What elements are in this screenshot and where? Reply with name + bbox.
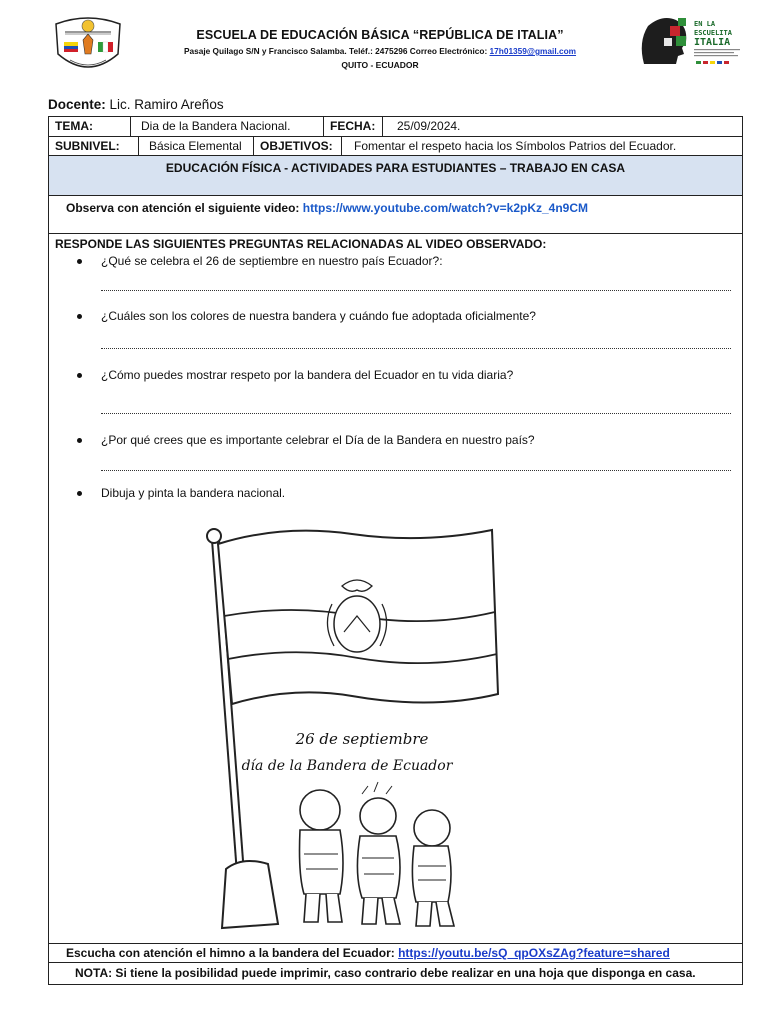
note: NOTA: Si tiene la posibilidad puede imprimir, caso contrario debe realizar en una hoja que disponga en casa. — [75, 966, 696, 980]
teacher-label: Docente: — [48, 97, 106, 112]
school-email-link[interactable]: 17h01359@gmail.com — [489, 46, 577, 56]
tema-value: Dia de la Bandera Nacional. — [131, 117, 324, 136]
bullet-icon — [77, 491, 82, 496]
school-city: QUITO - ECUADOR — [341, 60, 419, 70]
drawing-caption-date: 26 de septiembre — [295, 730, 429, 748]
fecha-label: FECHA: — [324, 117, 383, 136]
anthem-link[interactable]: https://youtu.be/sQ_qpOXsZAg?feature=shared — [398, 946, 670, 960]
anthem-instruction — [49, 944, 742, 963]
partner-logo-line2: ESCUELITA — [694, 29, 732, 37]
subnivel-value: Básica Elemental — [139, 137, 254, 155]
bullet-icon — [77, 438, 82, 443]
partner-logo-line1: EN LA — [694, 20, 716, 28]
video-instruction — [49, 196, 742, 234]
school-name: ESCUELA DE EDUCACIÓN BÁSICA “REPÚBLICA DE ITALIA” — [196, 28, 564, 42]
flag-coloring-illustration — [182, 524, 502, 934]
worksheet-title: EDUCACIÓN FÍSICA - ACTIVIDADES PARA ESTUDIANTES – TRABAJO EN CASA — [49, 156, 742, 196]
question-text: ¿Por qué crees que es importante celebrar el Día de la Bandera en nuestro país? — [101, 433, 535, 447]
questions-section — [49, 234, 742, 944]
teacher-line — [48, 97, 224, 112]
worksheet-frame — [48, 116, 743, 985]
answer-line-1[interactable] — [101, 290, 731, 291]
objetivos-label: OBJETIVOS: — [254, 137, 342, 155]
teacher-name: Lic. Ramiro Areños — [109, 97, 224, 112]
school-address — [130, 46, 630, 56]
question-text: ¿Qué se celebra el 26 de septiembre en nuestro país Ecuador?: — [101, 254, 443, 268]
drawing-caption-title: día de la Bandera de Ecuador — [241, 758, 453, 774]
questions-heading: RESPONDE LAS SIGUIENTES PREGUNTAS RELACIONADAS AL VIDEO OBSERVADO: — [55, 237, 547, 251]
info-row-subnivel — [49, 137, 742, 156]
bullet-icon — [77, 314, 82, 319]
question-text: ¿Cómo puedes mostrar respeto por la bandera del Ecuador en tu vida diaria? — [101, 368, 514, 382]
objetivos-value: Fomentar el respeto hacia los Símbolos Patrios del Ecuador. — [354, 139, 677, 153]
bullet-icon — [77, 373, 82, 378]
escuelita-italia-logo — [636, 12, 750, 72]
answer-line-4[interactable] — [101, 470, 731, 471]
school-crest-logo — [50, 14, 126, 76]
bullet-icon — [77, 259, 82, 264]
anthem-label: Escucha con atención el himno a la bandera del Ecuador: — [66, 946, 399, 960]
video-link[interactable]: https://www.youtube.com/watch?v=k2pKz_4n9CM — [302, 201, 588, 215]
address-text: Pasaje Quilago S/N y Francisco Salamba. Teléf.: 2475296 Correo Electrónico: — [183, 46, 490, 56]
subnivel-label: SUBNIVEL: — [49, 137, 139, 155]
answer-line-2[interactable] — [101, 348, 731, 349]
letterhead — [0, 0, 768, 96]
question-text: Dibuja y pinta la bandera nacional. — [101, 486, 286, 500]
answer-line-3[interactable] — [101, 413, 731, 414]
partner-logo-line3: ITALIA — [694, 37, 731, 48]
fecha-value: 25/09/2024. — [397, 119, 461, 133]
tema-label: TEMA: — [49, 117, 131, 136]
info-row-tema — [49, 117, 742, 137]
question-text: ¿Cuáles son los colores de nuestra bandera y cuándo fue adoptada oficialmente? — [101, 309, 536, 323]
video-label: Observa con atención el siguiente video: — [66, 201, 303, 215]
